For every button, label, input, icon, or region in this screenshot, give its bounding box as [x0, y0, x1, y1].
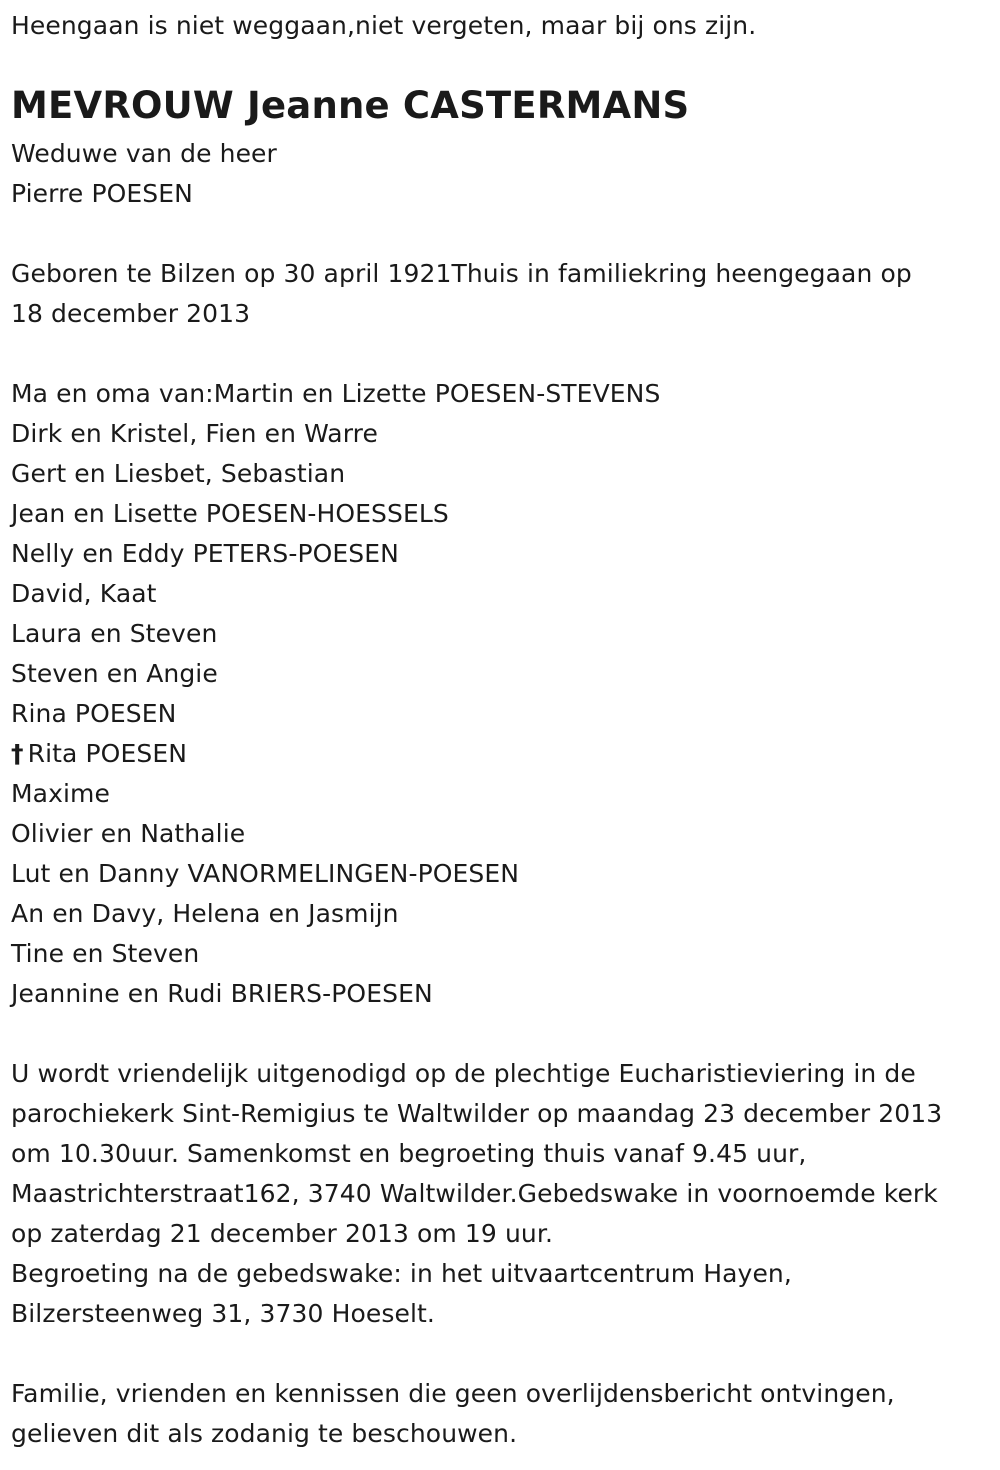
family-line: Jeannine en Rudi BRIERS-POESEN [11, 979, 433, 1008]
family-line: Nelly en Eddy PETERS-POESEN [11, 539, 399, 568]
ceremony-details [11, 1054, 942, 1334]
ceremony-line: Bilzersteenweg 31, 3730 Hoeselt. [11, 1299, 435, 1328]
family-line: An en Davy, Helena en Jasmijn [11, 899, 399, 928]
widow-line: Pierre POESEN [11, 179, 193, 208]
family-line: Gert en Liesbet, Sebastian [11, 459, 346, 488]
ceremony-line: U wordt vriendelijk uitgenodigd op de plechtige Eucharistieviering in de [11, 1059, 916, 1088]
ceremony-line: Begroeting na de gebedswake: in het uitvaartcentrum Hayen, [11, 1259, 792, 1288]
family-line: Maxime [11, 779, 110, 808]
widow-of-section [11, 134, 277, 214]
family-line: Ma en oma van:Martin en Lizette POESEN-STEVENS [11, 379, 661, 408]
family-line-text: Rita POESEN [27, 739, 188, 768]
family-line: Lut en Danny VANORMELINGEN-POESEN [11, 859, 520, 888]
deceased-name: MEVROUW Jeanne CASTERMANS [11, 84, 690, 127]
family-line: David, Kaat [11, 579, 157, 608]
family-line: Dirk en Kristel, Fien en Warre [11, 419, 378, 448]
birth-death-line: 18 december 2013 [11, 299, 251, 328]
closing-line: gelieven dit als zodanig te beschouwen. [11, 1419, 518, 1448]
family-line: Jean en Lisette POESEN-HOESSELS [11, 499, 449, 528]
cross-icon: † [11, 739, 24, 768]
closing-note [11, 1374, 895, 1454]
ceremony-line: op zaterdag 21 december 2013 om 19 uur. [11, 1219, 553, 1248]
family-line: Steven en Angie [11, 659, 218, 688]
family-line: Olivier en Nathalie [11, 819, 246, 848]
ceremony-line: parochiekerk Sint-Remigius te Waltwilder op maandag 23 december 2013 [11, 1099, 943, 1128]
family-line: Rina POESEN [11, 699, 177, 728]
family-line: Tine en Steven [11, 939, 200, 968]
closing-line: Familie, vrienden en kennissen die geen overlijdensbericht ontvingen, [11, 1379, 895, 1408]
opening-quote: Heengaan is niet weggaan,niet vergeten, maar bij ons zijn. [11, 11, 757, 40]
family-line-deceased [11, 734, 660, 774]
birth-death-section [11, 254, 912, 334]
ceremony-line: Maastrichterstraat162, 3740 Waltwilder.Gebedswake in voornoemde kerk [11, 1179, 938, 1208]
family-list [11, 374, 660, 1014]
widow-line: Weduwe van de heer [11, 139, 277, 168]
family-line: Laura en Steven [11, 619, 218, 648]
birth-death-line: Geboren te Bilzen op 30 april 1921Thuis in familiekring heengegaan op [11, 259, 912, 288]
ceremony-line: om 10.30uur. Samenkomst en begroeting thuis vanaf 9.45 uur, [11, 1139, 807, 1168]
